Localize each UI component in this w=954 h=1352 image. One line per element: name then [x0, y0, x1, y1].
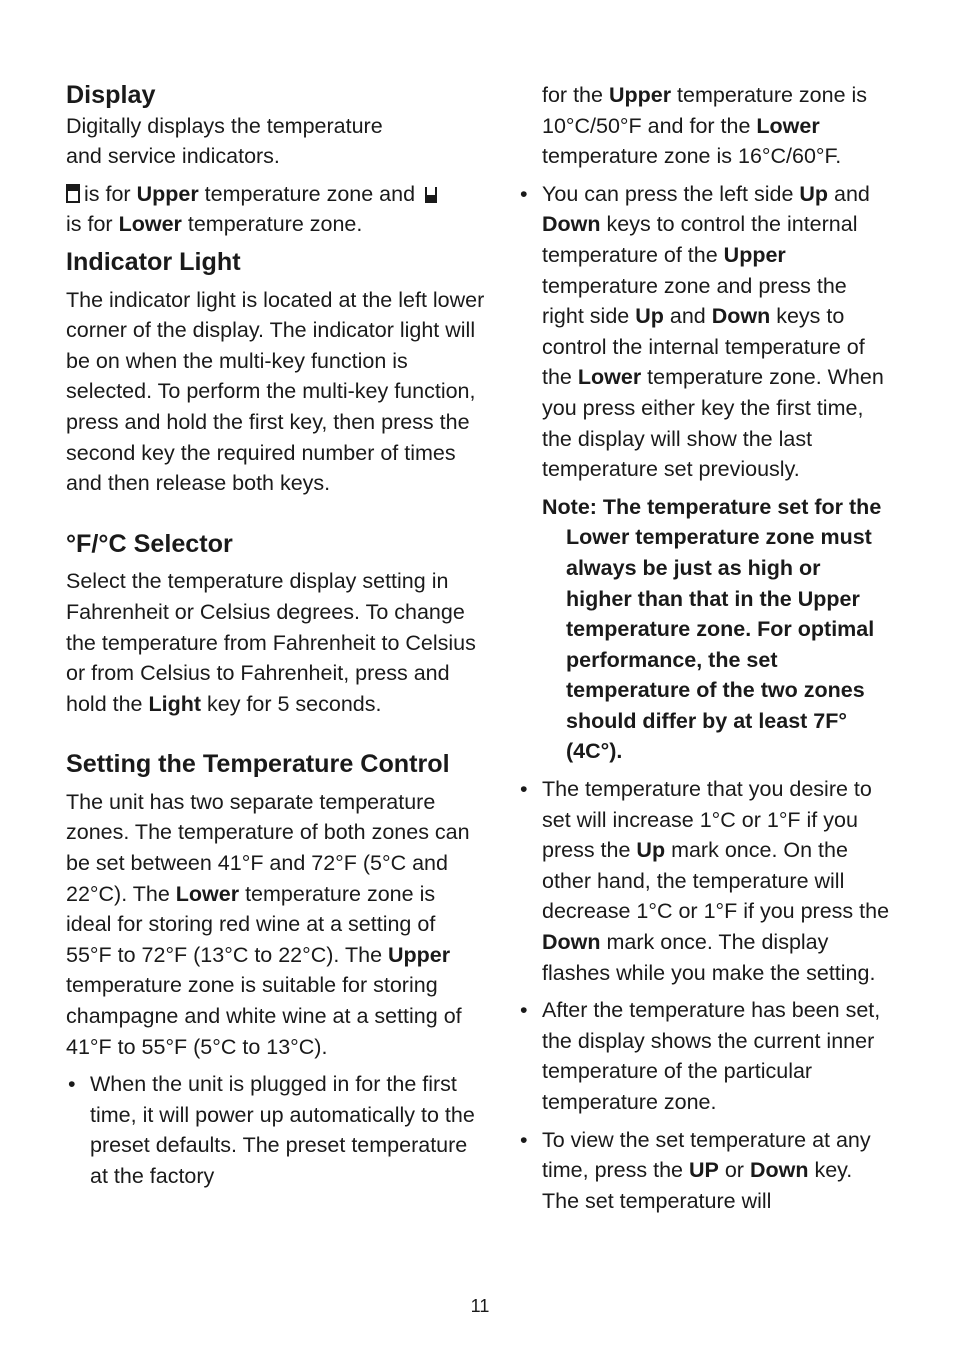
- upper-zone-icon: [66, 184, 80, 203]
- display-text: Digitally displays the temperature and service indicators.: [66, 113, 383, 169]
- display-heading: Display: [66, 81, 156, 109]
- note-text: Note: The temperature set for the Lower temperature zone must always be just as high or higher than that in the Upper temperature zone. For optimal performance, the set temperature of the two zones should differ by at least 7F° (4C°).: [542, 494, 882, 764]
- lower-zone-icon: [425, 187, 437, 203]
- list-item: • You can press the left side Up and Down keys to control the internal temperature of the Upper temperature zone and press the right side Up and Down keys to control the internal temperature of the Lower temperature zone. When you press either key the first time, the display will show the last temperature set previously.: [542, 179, 892, 485]
- list-item: • The temperature that you desire to set will increase 1°C or 1°F if you press the Up mark once. On the other hand, the temperature will decrease 1°C or 1°F if you press the Down mark once. The display flashes while you make the setting.: [542, 774, 892, 988]
- setting-text: The unit has two separate temperature zones. The temperature of both zones can be set between 41°F and 72°F (5°C and 22°C). The Lower temperature zone is ideal for storing red wine at a setting of 55°F to 72°F (13°C to 22°C). The Upper temperature zone is suitable for storing champagne and white wine at a setting of 41°F to 55°F (5°C to 13°C).: [66, 789, 470, 1059]
- selector-text: Select the temperature display setting in Fahrenheit or Celsius degrees. To change the temperature from Fahrenheit to Celsius or from Celsius to Fahrenheit, press and hold the Light key for 5 seconds.: [66, 569, 476, 716]
- setting-heading: Setting the Temperature Control: [66, 750, 450, 779]
- indicator-heading: Indicator Light: [66, 247, 241, 276]
- list-item: • To view the set temperature at any time, press the UP or Down key. The set temperature will: [542, 1125, 892, 1217]
- bullet-list-1: [542, 179, 892, 485]
- indicator-text: The indicator light is located at the left lower corner of the display. The indicator light will be on when the multi-key function is selected. To perform the multi-key function, press and hold the first key, then press the second key the required number of times and then release both keys.: [66, 287, 485, 496]
- setting-bullets: [66, 1069, 486, 1191]
- left-column: [66, 80, 486, 1192]
- selector-heading: °F/°C Selector: [66, 529, 233, 558]
- list-item: • After the temperature has been set, the display shows the current inner temperature of the particular temperature zone.: [542, 995, 892, 1117]
- right-column: [542, 80, 892, 1216]
- bullet-list-2: [542, 774, 892, 1216]
- page-number: 11: [470, 1296, 490, 1316]
- continued-text: for the Upper temperature zone is 10°C/50°F and for the Lower temperature zone is 16°C/60°F.: [542, 83, 868, 169]
- list-item: • When the unit is plugged in for the first time, it will power up automatically to the preset defaults. The preset temperature at the factory: [66, 1069, 486, 1191]
- display-zones-text: is for Upper temperature zone and is for Lower temperature zone.: [66, 179, 486, 240]
